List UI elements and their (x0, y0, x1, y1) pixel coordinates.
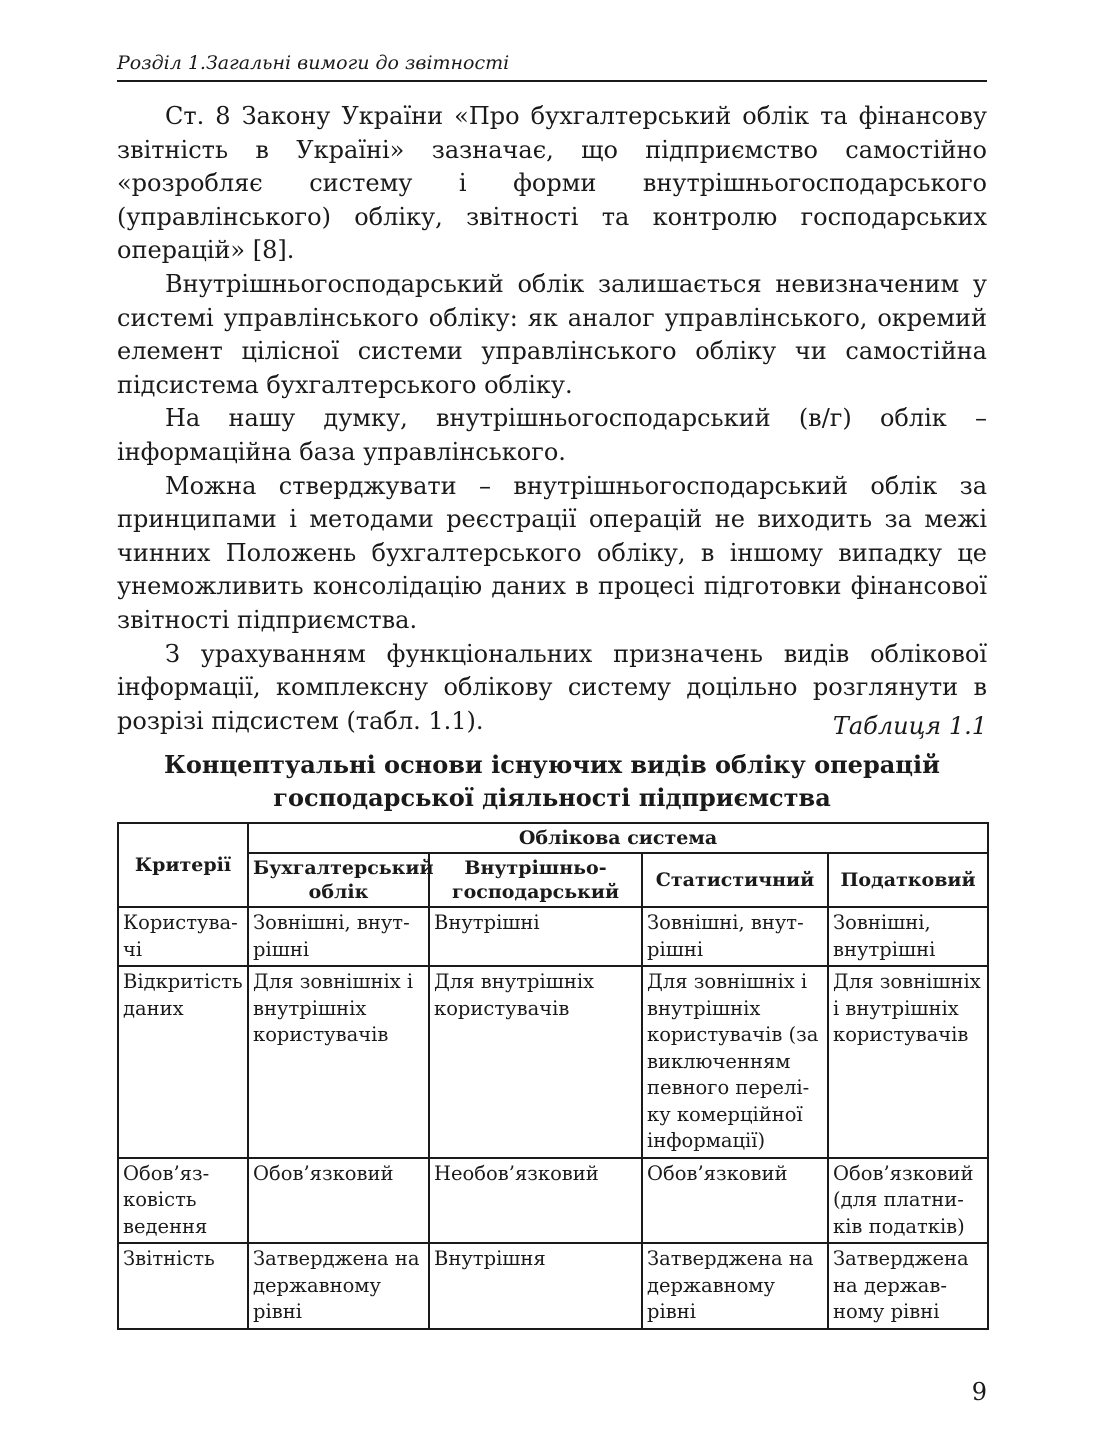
table-cell: Зовнішні, внут-рішні (642, 907, 828, 966)
table-row (118, 1158, 988, 1244)
paragraph: Можна стверджувати – внутрішньогосподарський облік за принципами і методами реєстрації операцій не виходить за межі чинних Положень бухгалтерського обліку, в іншому випадку це унеможливить консолідацію даних в процесі підготовки фінансової звітності підприємства. (117, 471, 987, 634)
table-cell: Для зовнішніх і внутрішніх користувачів (828, 966, 988, 1158)
table-cell: Внутрішні (429, 907, 642, 966)
comparison-table (117, 822, 989, 1330)
paragraph: З урахуванням функціональних призначень видів облікової інформації, комплексну облікову систему доцільно розглянути в розрізі підсистем (табл. 1.1). (117, 639, 987, 735)
column-header: Бухгалтерський облік (248, 853, 429, 907)
table-cell: Обов’язковий (248, 1158, 429, 1244)
paragraph: На нашу думку, внутрішньогосподарський (в/г) облік – інформаційна база управлінського. (117, 404, 987, 466)
table-title (117, 748, 987, 814)
table-cell: Обов’язковий (642, 1158, 828, 1244)
column-header: Податковий (828, 853, 988, 907)
paragraph: Внутрішньогосподарський облік залишається невизначеним у системі управлінського обліку: як аналог управлінського, окремий елемент цілісної системи управлінського обліку чи самостійна підсистема бухгалтерського обліку. (117, 269, 987, 399)
table-title-line: господарської діяльності підприємства (273, 783, 831, 812)
table-cell: Обов’язковий (для платни-ків податків) (828, 1158, 988, 1244)
column-header: Статистичний (642, 853, 828, 907)
table-cell: Для зовнішніх і внутрішніх користувачів (за виключенням певного перелі-ку комерційної інформації) (642, 966, 828, 1158)
table-cell: Затверджена на державному рівні (642, 1243, 828, 1329)
body-text (117, 100, 987, 738)
table-cell: Затверджена на держав-ному рівні (828, 1243, 988, 1329)
criterion-cell: Звітність (118, 1243, 248, 1329)
criterion-cell: Обов’яз-ковість ведення (118, 1158, 248, 1244)
table-cell: Необов’язковий (429, 1158, 642, 1244)
table-cell: Для внутрішніх користувачів (429, 966, 642, 1158)
table-title-line: Концептуальні основи існуючих видів обліку операцій (164, 750, 940, 779)
table-cell: Затверджена на державному рівні (248, 1243, 429, 1329)
table-cell: Зовнішні, внутрішні (828, 907, 988, 966)
criteria-header: Критерії (118, 823, 248, 907)
criterion-cell: Відкритість даних (118, 966, 248, 1158)
table-caption: Таблиця 1.1 (832, 712, 987, 740)
table-row (118, 1243, 988, 1329)
table-row (118, 966, 988, 1158)
table-header-row (118, 853, 988, 907)
column-header: Внутрішньо-господарський (429, 853, 642, 907)
page-number: 9 (971, 1378, 987, 1406)
table-cell: Для зовнішніх і внутрішніх користувачів (248, 966, 429, 1158)
table-cell: Зовнішні, внут-рішні (248, 907, 429, 966)
paragraph: Ст. 8 Закону України «Про бухгалтерський облік та фінансову звітність в Україні» зазначає, що підприємство самостійно «розробляє систему і форми внутрішньогосподарського (управлінського) обліку, звітності та контролю господарських операцій» [8]. (117, 102, 987, 265)
table-cell: Внутрішня (429, 1243, 642, 1329)
group-header: Облікова система (248, 823, 988, 853)
criterion-cell: Користува-чі (118, 907, 248, 966)
table-header-row (118, 823, 988, 853)
running-header: Розділ 1.Загальні вимоги до звітності (117, 52, 987, 82)
table-row (118, 907, 988, 966)
